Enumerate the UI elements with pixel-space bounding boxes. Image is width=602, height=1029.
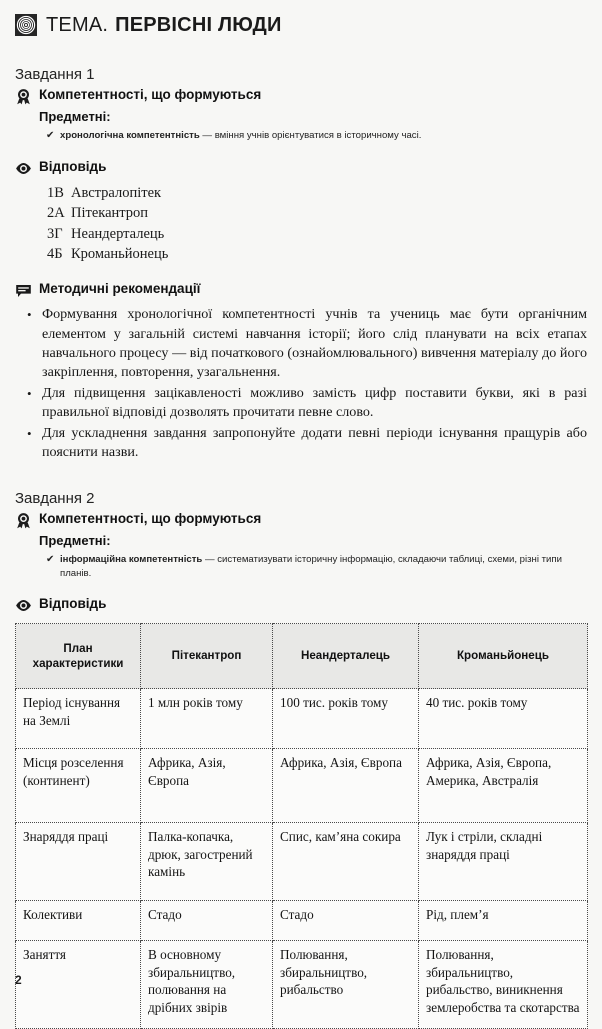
answer-value: Кроманьйонець (71, 245, 169, 262)
table-cell: Стадо (141, 901, 273, 941)
task-1-section (15, 66, 587, 462)
task-1-competency-item-text (60, 129, 421, 143)
task-2-competency-title: Компетентності, що формуються (39, 511, 262, 527)
task-1-recommendations-header (15, 281, 587, 299)
list-item (47, 244, 587, 264)
answer-key: 1В (47, 185, 64, 201)
characteristics-table (15, 623, 588, 1029)
table-row (16, 941, 588, 1029)
task-1-answer-list (47, 183, 587, 264)
column-header: План характеристики (16, 624, 141, 689)
column-header: Пітекантроп (141, 624, 273, 689)
task-1-recommendations-list (27, 305, 587, 462)
task-2-competency-subtitle: Предметні: (39, 533, 111, 549)
table-cell: Африка, Азія, Європа (273, 749, 419, 823)
task-2-answer-title: Відповідь (39, 596, 107, 612)
list-item (47, 203, 587, 223)
task-1-competency-item-rest: — вміння учнів орієнтуватися в історичному часі. (199, 130, 422, 141)
table-cell: Африка, Азія, Європа, Америка, Австралія (419, 749, 588, 823)
answer-key: 3Г (47, 225, 63, 242)
table-cell: Палка-копачка, дрюк, загострений камінь (141, 823, 273, 901)
task-2-answer-header (15, 596, 587, 614)
task-1-competency-header (15, 87, 587, 105)
task-1-answer-header (15, 159, 587, 177)
task-2-label: Завдання 2 (15, 490, 95, 508)
eye-icon (15, 597, 32, 614)
task-1-competency-item (46, 129, 587, 143)
table-cell: Спис, кам’яна сокира (273, 823, 419, 901)
task-2-competency-item-rest: — систематизувати історичну інформацію, складаючи таблиці, схеми, різні типи планів. (60, 554, 562, 580)
bullet-icon: • (27, 425, 32, 441)
answer-value: Неандерталець (71, 225, 165, 242)
table-cell: 100 тис. років тому (273, 689, 419, 749)
task-1-competency-title: Компетентності, що формуються (39, 87, 262, 102)
table-cell: Полювання, збиральництво, рибальство, виникнення землеробства та скотарства (419, 941, 588, 1029)
table-cell: Період існування на Землі (16, 689, 141, 749)
page-title (46, 14, 282, 37)
table-cell: 40 тис. років тому (419, 689, 588, 749)
topic-name: ПЕРВІСНІ ЛЮДИ (115, 13, 282, 36)
table-row (16, 901, 588, 941)
task-1-answer-title: Відповідь (39, 159, 107, 174)
task-2-competency-item-bold: інформаційна компетентність (60, 554, 203, 566)
task-2-competency-item (46, 553, 587, 581)
column-header: Кроманьйонець (419, 624, 588, 689)
table-cell: Місця розселення (континент) (16, 749, 141, 823)
task-1-competency-subtitle: Предметні: (39, 109, 111, 124)
spiral-icon (15, 14, 37, 36)
list-item (47, 183, 587, 203)
check-icon: ✔ (46, 554, 55, 566)
table-row (16, 689, 588, 749)
answer-key: 2А (47, 205, 65, 222)
task-1-competency-item-bold: хронологічна компетентність (60, 130, 200, 141)
table-cell: Стадо (273, 901, 419, 941)
recommendation-text: Для ускладнення завдання запропонуйте додати певні періоди існування пращурів або пояснити назви. (42, 424, 587, 461)
task-2-section (15, 490, 587, 1029)
task-2-competency-item-text (60, 553, 587, 581)
list-item (47, 224, 587, 244)
column-header: Неандерталець (273, 624, 419, 689)
table-row (16, 749, 588, 823)
speech-bubble-icon (15, 282, 32, 299)
answer-value: Пітекантроп (71, 205, 149, 222)
table-cell: Колективи (16, 901, 141, 941)
table-cell: В основному збиральництво, полювання на дрібних звірів (141, 941, 273, 1029)
table-row (16, 823, 588, 901)
list-item (27, 424, 587, 463)
table-header-row (16, 624, 588, 689)
bullet-icon: • (27, 385, 32, 401)
answer-value: Австралопітек (71, 185, 162, 201)
table-cell: 1 млн років тому (141, 689, 273, 749)
table-cell: Африка, Азія, Європа (141, 749, 273, 823)
task-1-label: Завдання 1 (15, 66, 95, 83)
list-item (27, 305, 587, 383)
award-rosette-icon (15, 512, 32, 529)
table-cell: Рід, плем’я (419, 901, 588, 941)
task-2-competency-header (15, 511, 587, 529)
award-rosette-icon (15, 88, 32, 105)
topic-header (15, 0, 587, 42)
table-cell: Полювання, збиральництво, рибальство (273, 941, 419, 1029)
check-icon: ✔ (46, 130, 55, 141)
eye-icon (15, 160, 32, 177)
list-item (27, 384, 587, 423)
bullet-icon: • (27, 307, 32, 323)
table-cell: Знаряддя праці (16, 823, 141, 901)
answer-key: 4Б (47, 245, 63, 262)
table-cell: Лук і стріли, складні знаряддя праці (419, 823, 588, 901)
task-1-recommendations-title: Методичні рекомендації (39, 281, 201, 297)
recommendation-text: Для підвищення зацікавленості можливо замість цифр поставити букви, які в разі правильної відповіді дозволять прочитати певне слово. (42, 384, 587, 421)
table-cell: Заняття (16, 941, 141, 1029)
topic-word: ТЕМА. (46, 13, 109, 36)
recommendation-text: Формування хронологічної компетентності учнів та учениць має бути органічним елементом у загальній системі навчання історії; його слід планувати на всіх етапах навчального процесу — від початкового (ознайомлювального) вивчення матеріалу до його закріплення, повторення, узагальнення. (42, 306, 587, 381)
page-number: 2 (15, 973, 22, 987)
